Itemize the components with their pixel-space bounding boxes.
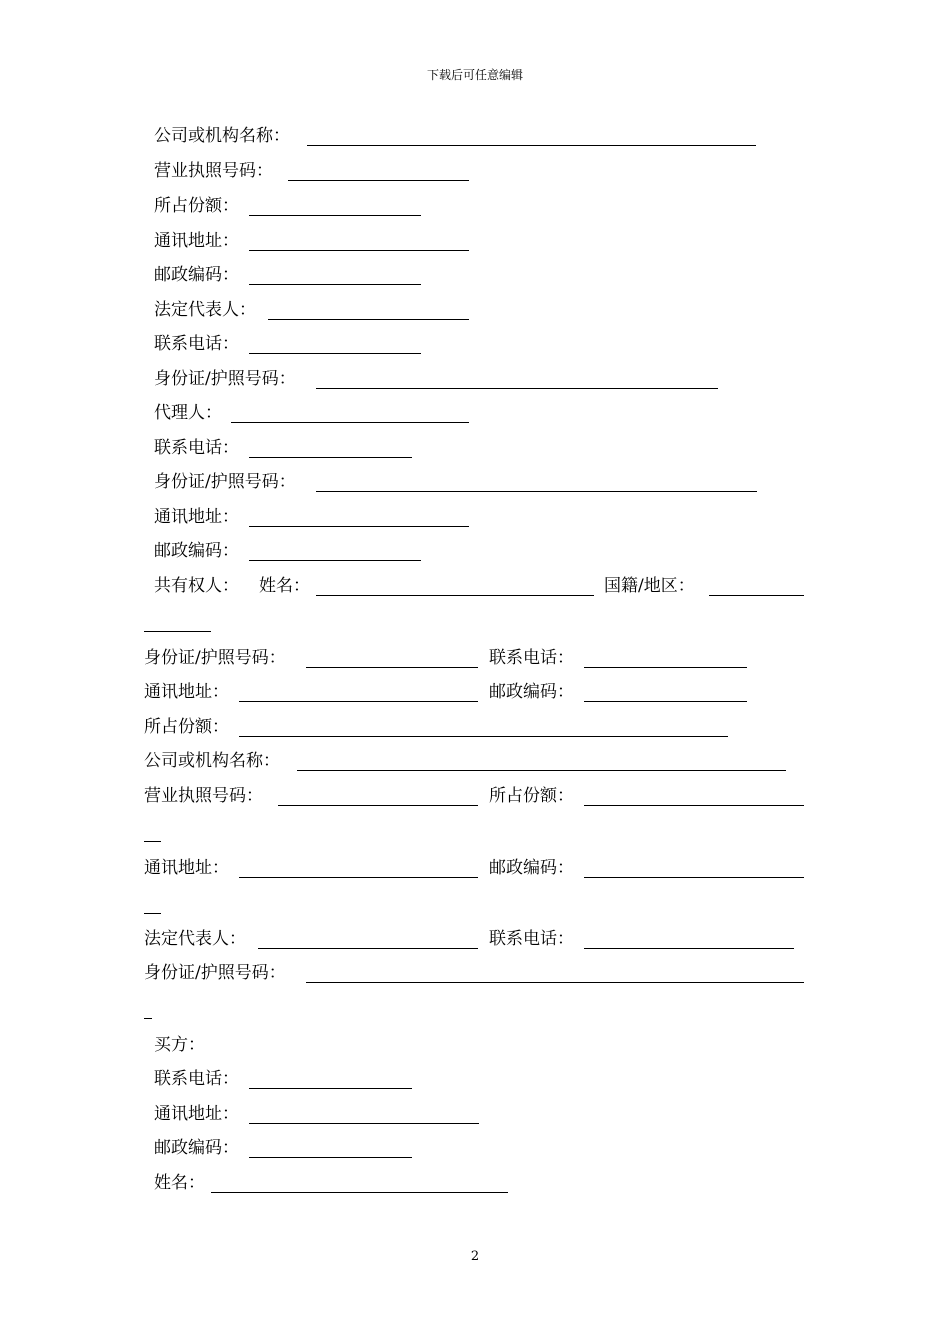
co-owner-postcode-label: 邮政编码： <box>489 682 574 702</box>
share-label: 所占份额： <box>154 196 239 216</box>
co-owner-postcode-blank[interactable] <box>584 701 747 702</box>
co-owner-id2-row <box>144 961 809 985</box>
co-owner-address-postcode-row <box>144 680 754 704</box>
co-owner-address2-postcode2-row <box>144 856 809 880</box>
co-owner-id-blank[interactable] <box>306 667 478 668</box>
co-owner-share2-blank-wrap[interactable] <box>144 841 161 842</box>
company-name-field <box>154 124 764 148</box>
buyer-name-field <box>154 1171 514 1195</box>
share-blank[interactable] <box>249 215 421 216</box>
co-owner-label: 共有权人： <box>154 576 239 596</box>
agent-label: 代理人： <box>154 403 222 423</box>
agent-field <box>154 401 474 425</box>
co-owner-company-row <box>144 749 794 773</box>
id-no-blank[interactable] <box>316 388 718 389</box>
phone-label: 联系电话： <box>154 334 239 354</box>
address-blank[interactable] <box>249 250 469 251</box>
buyer-name-blank[interactable] <box>211 1192 508 1193</box>
buyer-postcode-label: 邮政编码： <box>154 1138 239 1158</box>
page-header: 下载后可任意编辑 <box>426 68 523 82</box>
buyer-phone-blank[interactable] <box>249 1088 412 1089</box>
legal-rep-field <box>154 298 474 322</box>
co-owner-name-label: 姓名： <box>259 576 310 596</box>
co-owner-phone-blank[interactable] <box>584 667 747 668</box>
license-no-blank[interactable] <box>288 180 469 181</box>
agent-id-label: 身份证/护照号码： <box>154 472 296 492</box>
co-owner-license-label: 营业执照号码： <box>144 786 263 806</box>
license-no-field <box>154 159 474 183</box>
agent-id-field <box>154 470 764 494</box>
co-owner-share2-blank[interactable] <box>584 805 804 806</box>
id-no-field <box>154 367 724 391</box>
co-owner-id2-label: 身份证/护照号码： <box>144 963 286 983</box>
agent-blank[interactable] <box>231 422 469 423</box>
agent-phone-label: 联系电话： <box>154 438 239 458</box>
co-owner-nationality-label: 国籍/地区： <box>604 576 695 596</box>
co-owner-company-blank[interactable] <box>297 770 786 771</box>
co-owner-phone2-blank[interactable] <box>584 948 794 949</box>
phone-blank[interactable] <box>249 353 421 354</box>
buyer-postcode-blank[interactable] <box>249 1157 412 1158</box>
buyer-phone-field <box>154 1067 424 1091</box>
buyer-address-label: 通讯地址： <box>154 1104 239 1124</box>
co-owner-id2-blank-wrap[interactable] <box>144 1018 152 1019</box>
buyer-address-field <box>154 1102 484 1126</box>
co-owner-id2-blank[interactable] <box>306 982 804 983</box>
postcode-label: 邮政编码： <box>154 265 239 285</box>
buyer-postcode-field <box>154 1136 424 1160</box>
co-owner-address-label: 通讯地址： <box>144 682 229 702</box>
co-owner-license-share-row <box>144 784 809 808</box>
co-owner-postcode2-blank[interactable] <box>584 877 804 878</box>
address-label: 通讯地址： <box>154 231 239 251</box>
agent-address-label: 通讯地址： <box>154 507 239 527</box>
co-owner-id-label: 身份证/护照号码： <box>144 648 286 668</box>
co-owner-phone-label: 联系电话： <box>489 648 574 668</box>
co-owner-field <box>154 574 814 598</box>
co-owner-postcode2-label: 邮政编码： <box>489 858 574 878</box>
agent-postcode-field <box>154 539 434 563</box>
id-no-label: 身份证/护照号码： <box>154 369 296 389</box>
agent-postcode-label: 邮政编码： <box>154 541 239 561</box>
co-owner-legal-phone-row <box>144 927 804 951</box>
address-field <box>154 229 474 253</box>
co-owner-address2-blank[interactable] <box>239 877 478 878</box>
phone-field <box>154 332 434 356</box>
share-field <box>154 194 434 218</box>
agent-address-blank[interactable] <box>249 526 469 527</box>
co-owner-company-label: 公司或机构名称： <box>144 751 280 771</box>
co-owner-legal-rep-label: 法定代表人： <box>144 929 246 949</box>
co-owner-nationality-blank[interactable] <box>709 595 804 596</box>
co-owner-phone2-label: 联系电话： <box>489 929 574 949</box>
co-owner-share-label: 所占份额： <box>144 717 229 737</box>
company-name-blank[interactable] <box>307 145 756 146</box>
co-owner-postcode2-blank-wrap[interactable] <box>144 913 161 914</box>
co-owner-license-blank[interactable] <box>278 805 478 806</box>
co-owner-share2-label: 所占份额： <box>489 786 574 806</box>
agent-phone-field <box>154 436 424 460</box>
postcode-field <box>154 263 434 287</box>
co-owner-address-blank[interactable] <box>239 701 478 702</box>
buyer-address-blank[interactable] <box>249 1123 479 1124</box>
agent-phone-blank[interactable] <box>249 457 412 458</box>
co-owner-address2-label: 通讯地址： <box>144 858 229 878</box>
page-number: 2 <box>470 1249 480 1264</box>
buyer-phone-label: 联系电话： <box>154 1069 239 1089</box>
co-owner-name-blank[interactable] <box>316 595 594 596</box>
co-owner-nationality-blank-wrap[interactable] <box>144 631 211 632</box>
company-name-label: 公司或机构名称： <box>154 126 290 146</box>
agent-address-field <box>154 505 474 529</box>
co-owner-share-row <box>144 715 734 739</box>
buyer-label: 买方： <box>154 1035 205 1055</box>
co-owner-id-phone-row <box>144 646 754 670</box>
agent-postcode-blank[interactable] <box>249 560 421 561</box>
postcode-blank[interactable] <box>249 284 421 285</box>
agent-id-blank[interactable] <box>316 491 757 492</box>
buyer-name-label: 姓名： <box>154 1173 205 1193</box>
legal-rep-blank[interactable] <box>268 319 469 320</box>
co-owner-legal-rep-blank[interactable] <box>258 948 478 949</box>
legal-rep-label: 法定代表人： <box>154 300 256 320</box>
co-owner-share-blank[interactable] <box>239 736 728 737</box>
license-no-label: 营业执照号码： <box>154 161 273 181</box>
buyer-heading <box>154 1033 254 1057</box>
